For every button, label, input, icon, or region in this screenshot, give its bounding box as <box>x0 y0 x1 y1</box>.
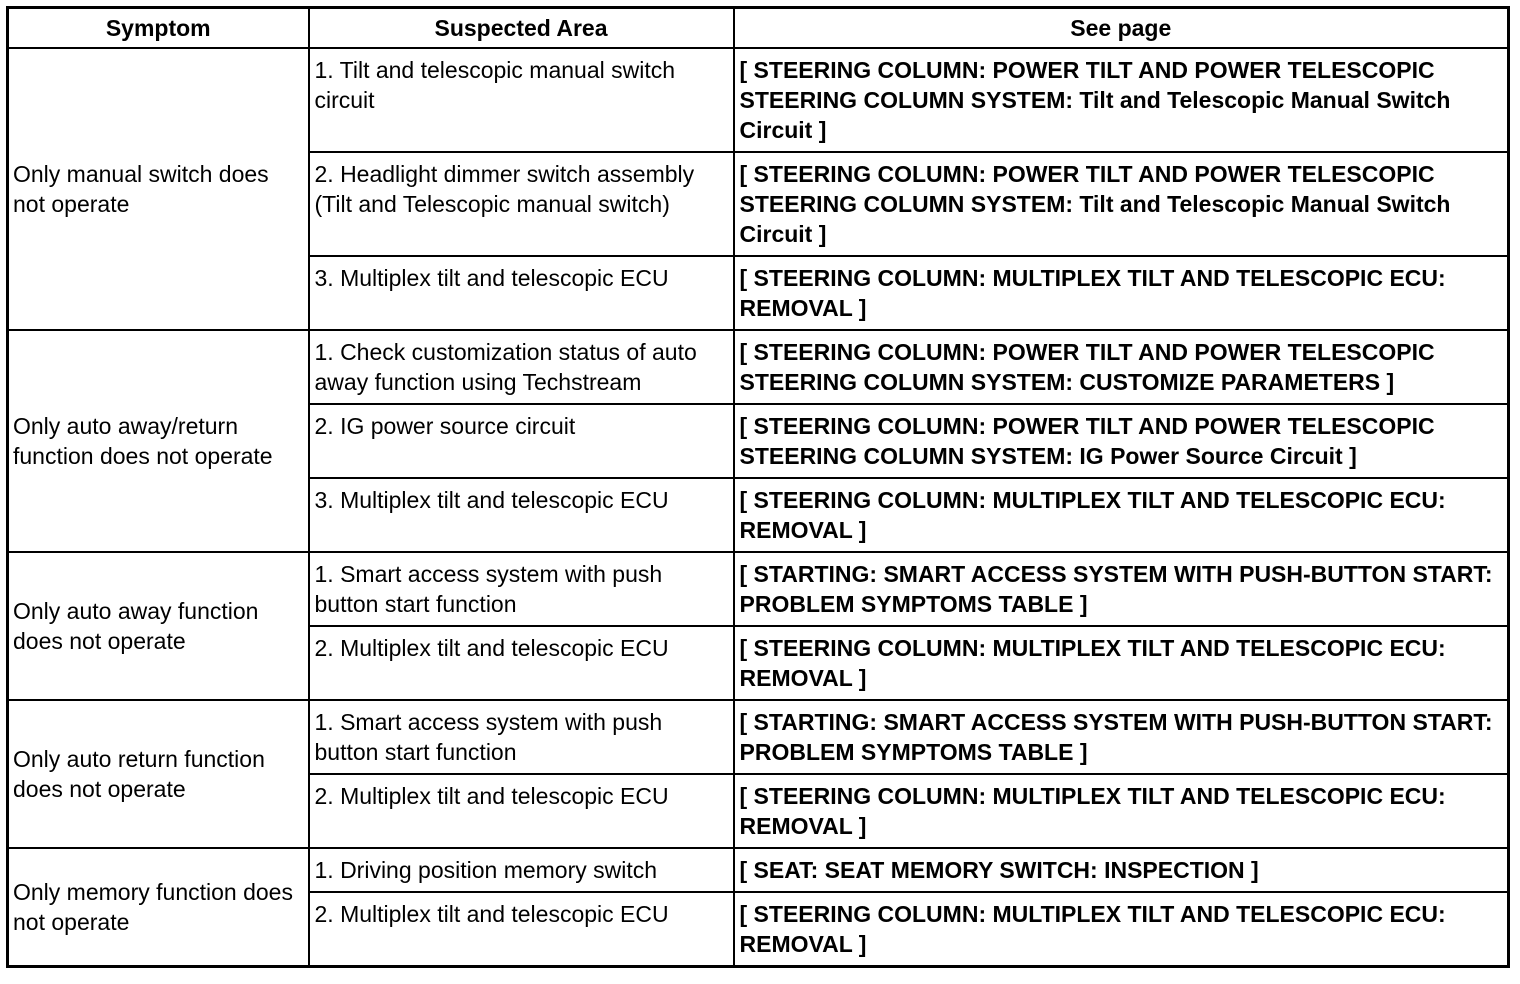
see-page-link[interactable]: [ STEERING COLUMN: POWER TILT AND POWER TELESCOPIC STEERING COLUMN SYSTEM: Tilt and Telescopic Manual Switch Circuit ] <box>734 48 1509 152</box>
suspected-area-cell: 3. Multiplex tilt and telescopic ECU <box>309 478 734 552</box>
problem-symptoms-table <box>6 6 1510 968</box>
symptom-cell: Only auto away/return function does not operate <box>8 330 309 552</box>
see-page-link[interactable]: [ STEERING COLUMN: POWER TILT AND POWER TELESCOPIC STEERING COLUMN SYSTEM: CUSTOMIZE PARAMETERS ] <box>734 330 1509 404</box>
suspected-area-cell: 2. IG power source circuit <box>309 404 734 478</box>
table-row <box>8 330 1509 404</box>
suspected-area-cell: 1. Tilt and telescopic manual switch circuit <box>309 48 734 152</box>
see-page-link[interactable]: [ STEERING COLUMN: MULTIPLEX TILT AND TELESCOPIC ECU: REMOVAL ] <box>734 626 1509 700</box>
table-row <box>8 552 1509 626</box>
suspected-area-cell: 1. Check customization status of auto away function using Techstream <box>309 330 734 404</box>
see-page-link[interactable]: [ STEERING COLUMN: MULTIPLEX TILT AND TELESCOPIC ECU: REMOVAL ] <box>734 892 1509 967</box>
see-page-link[interactable]: [ STEERING COLUMN: MULTIPLEX TILT AND TELESCOPIC ECU: REMOVAL ] <box>734 478 1509 552</box>
suspected-area-cell: 3. Multiplex tilt and telescopic ECU <box>309 256 734 330</box>
header-see-page: See page <box>734 8 1509 49</box>
symptom-cell: Only manual switch does not operate <box>8 48 309 330</box>
see-page-link[interactable]: [ STEERING COLUMN: POWER TILT AND POWER TELESCOPIC STEERING COLUMN SYSTEM: IG Power Source Circuit ] <box>734 404 1509 478</box>
table-row <box>8 700 1509 774</box>
see-page-link[interactable]: [ STEERING COLUMN: MULTIPLEX TILT AND TELESCOPIC ECU: REMOVAL ] <box>734 256 1509 330</box>
symptom-cell: Only auto away function does not operate <box>8 552 309 700</box>
symptom-cell: Only auto return function does not operate <box>8 700 309 848</box>
see-page-link[interactable]: [ SEAT: SEAT MEMORY SWITCH: INSPECTION ] <box>734 848 1509 892</box>
symptom-cell: Only memory function does not operate <box>8 848 309 967</box>
suspected-area-cell: 2. Headlight dimmer switch assembly (Tilt and Telescopic manual switch) <box>309 152 734 256</box>
suspected-area-cell: 2. Multiplex tilt and telescopic ECU <box>309 774 734 848</box>
see-page-link[interactable]: [ STEERING COLUMN: MULTIPLEX TILT AND TELESCOPIC ECU: REMOVAL ] <box>734 774 1509 848</box>
see-page-link[interactable]: [ STARTING: SMART ACCESS SYSTEM WITH PUSH-BUTTON START: PROBLEM SYMPTOMS TABLE ] <box>734 552 1509 626</box>
suspected-area-cell: 1. Smart access system with push button start function <box>309 552 734 626</box>
header-row <box>8 8 1509 49</box>
suspected-area-cell: 1. Driving position memory switch <box>309 848 734 892</box>
suspected-area-cell: 2. Multiplex tilt and telescopic ECU <box>309 892 734 967</box>
table-row <box>8 848 1509 892</box>
suspected-area-cell: 2. Multiplex tilt and telescopic ECU <box>309 626 734 700</box>
header-suspected-area: Suspected Area <box>309 8 734 49</box>
header-symptom: Symptom <box>8 8 309 49</box>
table-row <box>8 48 1509 152</box>
see-page-link[interactable]: [ STEERING COLUMN: POWER TILT AND POWER TELESCOPIC STEERING COLUMN SYSTEM: Tilt and Telescopic Manual Switch Circuit ] <box>734 152 1509 256</box>
suspected-area-cell: 1. Smart access system with push button start function <box>309 700 734 774</box>
see-page-link[interactable]: [ STARTING: SMART ACCESS SYSTEM WITH PUSH-BUTTON START: PROBLEM SYMPTOMS TABLE ] <box>734 700 1509 774</box>
